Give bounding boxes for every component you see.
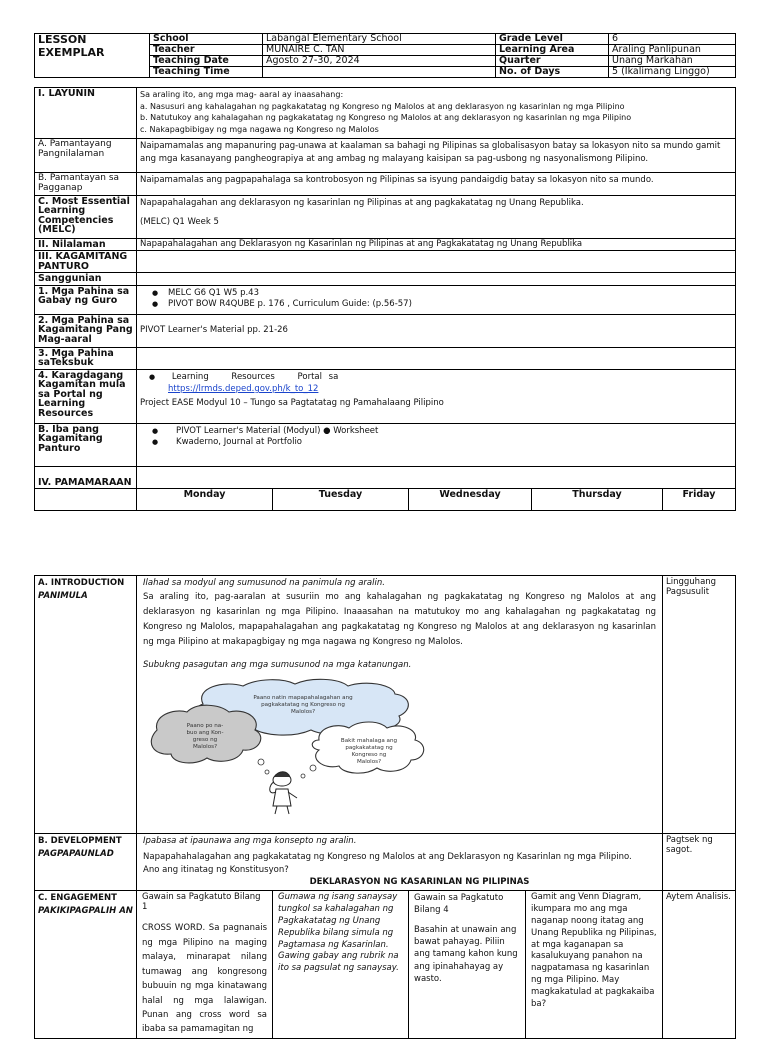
kagamitang-mag-aaral-text: PIVOT Learner's Material pp. 21-26 <box>137 314 736 347</box>
engagement-thursday: Gamit ang Venn Diagram, ikumpara mo ang mga naganap noong itatag ang Unang Republika ng Pilipinas, at mga kaganapan sa kasalukuyang panahon na nagpatamasa ng kasarinlan ng mga Pilipino. May magkakatulad at pagkakaiba ba? <box>526 891 663 1039</box>
day-header-wednesday: Wednesday <box>409 488 532 510</box>
sanggunian-empty <box>137 273 736 286</box>
bubble-top-line: Malolos? <box>290 709 316 715</box>
melc-label: C. Most Essential Learning Competencies (MELC) <box>35 195 137 238</box>
bubble-top-line: pagkakatatag ng Kongreso ng <box>261 702 345 708</box>
bubble-left-line: greso ng <box>192 737 218 743</box>
development-assessment: Pagtsek ng sagot. <box>663 834 736 891</box>
bubble-right-line: pagkakatatag ng <box>345 745 393 751</box>
bubble-left-line: Malolos? <box>192 744 218 750</box>
iba-pang-kagamitan-label: B. Iba pang Kagamitang Panturo <box>35 423 137 466</box>
nilalaman-label: II. Nilalaman <box>35 238 137 251</box>
bubble-left-line: Paano po na- <box>186 723 224 729</box>
no-of-days-value: 5 (Ikalimang Linggo) <box>609 67 736 78</box>
engagement-label: C. ENGAGEMENT PAKIKIPAGPALIH AN <box>35 891 137 1039</box>
learning-area-value: Araling Panlipunan <box>609 45 736 56</box>
portal-bullet: ● Learning Resources Portal sa <box>149 371 339 382</box>
development-content <box>137 834 663 891</box>
development-line: Napapahahalagahan ang pagkakatatag ng Kongreso ng Malolos at ang Deklarasyon ng Kasarinlan ng mga Pilipino. <box>143 851 632 862</box>
melc-text: Napapahalagahan ang deklarasyon ng kasarinlan ng Pilipinas at ang pagkakatatag ng Unang Republika. <box>140 197 584 208</box>
teksbuk-label: 3. Mga Pahina saTeksbuk <box>35 347 137 369</box>
bubble-right-line: Malolos? <box>356 759 382 765</box>
kagamitang-panturo-label: III. KAGAMITANG PANTURO <box>35 251 137 273</box>
quarter-value: Unang Markahan <box>609 56 736 67</box>
engagement-monday <box>137 891 273 1039</box>
layunin-item: b. Natutukoy ang kahalagahan ng pagkakatatag ng Kongreso ng Malolos at ang deklarasyon ng kasarinlan ng mga Pilipino <box>140 113 632 123</box>
layunin-intro: Sa araling ito, ang mga mag- aaral ay inaasahang: <box>140 90 344 99</box>
layunin-item: a. Nasusuri ang kahalagahan ng pagkakatatag ng Kongreso ng Malolos at ang deklarasyon ng kasarinlan ng mga Pilipino <box>140 101 625 111</box>
development-lead: Ipabasa at ipaunawa ang mga konsepto ng aralin. <box>143 836 357 846</box>
development-line: Ano ang itinatag ng Konstitusyon? <box>143 864 289 875</box>
portal-project: Project EASE Modyul 10 – Tungo sa Pagtatatag ng Pamahalaang Pilipino <box>140 398 444 409</box>
introduction-lead: Ilahad sa modyul ang sumusunod na panimula ng aralin. <box>143 578 385 588</box>
introduction-content <box>137 576 663 834</box>
bullet-icon: ● <box>149 372 156 381</box>
gabay-guro-label: 1. Mga Pahina sa Gabay ng Guro <box>35 285 137 314</box>
kagamitang-mag-aaral-label: 2. Mga Pahina sa Kagamitang Pang Mag-aaral <box>35 314 137 347</box>
school-label: School <box>150 34 263 45</box>
pamamaraan-empty <box>137 466 736 488</box>
gabay-guro-item: ● MELC G6 Q1 W5 p.43 <box>152 289 732 298</box>
wednesday-activity-title: Gawain sa Pagkatuto Bilang 4 <box>414 893 504 916</box>
quarter-label: Quarter <box>496 56 609 67</box>
gabay-guro-content <box>137 285 736 314</box>
introduction-label: A. INTRODUCTION PANIMULA <box>35 576 137 834</box>
thought-bubbles-illustration <box>143 678 473 818</box>
introduction-paragraph: Sa araling ito, pag-aaralan at susuriin mo ang kahalagahan ng pagkakatatag ng Kongreso ng Malolos at ang deklarasyon ng kasarinlan ng mga Pilipino. Inaaasahan na matutukoy mo ang kahalagahan ng pagkakatatag ng Kongreso ng Malolos, mapapahalagahan ang pagkakatatag ng Kongreso ng Malolos at ang deklarasyon ng kasarinlan ng mga Pilipino at makapagbigay ng mga nagawa ng Kongreso ng Malolos. <box>143 591 657 648</box>
development-heading: DEKLARASYON NG KASARINLAN NG PILIPINAS <box>309 877 530 888</box>
monday-activity-text: CROSS WORD. Sa pagnanais ng mga Pilipino na maging malaya, minarapat nilang tumawag ang kongresong bubuuin ng mga kinatawang halal ng mga lalawigan. Punan ang cross word sa ibaba sa pamamagitan ng <box>142 923 267 1035</box>
iba-pang-kagamitan-item: ● Kwaderno, Journal at Portfolio <box>152 438 732 447</box>
school-value: Labangal Elementary School <box>263 34 496 45</box>
introduction-assessment: Lingguhang Pagsusulit <box>663 576 736 834</box>
learning-area-label: Learning Area <box>496 45 609 56</box>
pamantayan-pagganap-label: B. Pamantayan sa Pagganap <box>35 173 137 196</box>
header-table <box>34 33 736 78</box>
bubble-right-line: Kongreso ng <box>351 752 387 758</box>
day-header-blank <box>35 488 137 510</box>
thinking-child-icon <box>270 772 297 814</box>
teaching-time-value <box>263 67 496 78</box>
teacher-value: MUNAIRE C. TAN <box>263 45 496 56</box>
day-header-thursday: Thursday <box>532 488 663 510</box>
introduction-prompt: Subukng pasagutan ang mga sumusunod na mga katanungan. <box>143 660 412 671</box>
engagement-assessment: Aytem Analisis. <box>663 891 736 1039</box>
layunin-item: c. Nakapagbibigay ng mga nagawa ng Kongreso ng Malolos <box>140 124 379 134</box>
day-header-tuesday: Tuesday <box>273 488 409 510</box>
portal-content <box>137 369 736 423</box>
teaching-date-value: Agosto 27-30, 2024 <box>263 56 496 67</box>
teksbuk-empty <box>137 347 736 369</box>
pamamaraan-label: IV. PAMAMARAAN <box>35 466 137 488</box>
development-label: B. DEVELOPMENT PAGPAPAUNLAD <box>35 834 137 891</box>
pamantayan-pagganap-text: Naipamamalas ang pagpapahalaga sa kontrobosyon ng Pilipinas sa isyung pandaigdig batay sa lokasyon nito sa mundo. <box>137 173 736 196</box>
grade-level-label: Grade Level <box>496 34 609 45</box>
portal-label: 4. Karagdagang Kagamitan mula sa Portal ng Learning Resources <box>35 369 137 423</box>
pamantayang-pangnilalaman-label: A. Pamantayang Pangnilalaman <box>35 139 137 173</box>
procedure-table <box>34 575 736 1039</box>
pamantayang-pangnilalaman-text: Naipamamalas ang mapanuring pag-unawa at kaalaman sa bahagi ng Pilipinas sa globalisasyon batay sa lokasyon nito sa mundo gamit ang mga kasanayang pangheograpiya at ang ambag ng malayang kaisipan sa pag-usbong ng nasyonalismong Pilipino. <box>137 139 736 173</box>
sanggunian-label: Sanggunian <box>35 273 137 286</box>
nilalaman-text: Napapahalagahan ang Deklarasyon ng Kasarinlan ng Pilipinas at ang Pagkakatatag ng Unang Republika <box>137 238 736 251</box>
bubble-right-line: Bakit mahalaga ang <box>340 738 398 744</box>
teacher-label: Teacher <box>150 45 263 56</box>
wednesday-activity-text: Basahin at unawain ang bawat pahayag. Piliin ang tamang kahon kung ang ipinahahayag ay wasto. <box>414 924 518 984</box>
layunin-label: I. LAYUNIN <box>35 88 137 139</box>
bubble-top-line: Paano natin mapapahalagahan ang <box>253 695 353 701</box>
day-header-monday: Monday <box>137 488 273 510</box>
kagamitang-panturo-empty <box>137 251 736 273</box>
layunin-content <box>137 88 736 139</box>
gabay-guro-item: ● PIVOT BOW R4QUBE p. 176 , Curriculum Guide: (p.56-57) <box>152 300 732 309</box>
engagement-wednesday <box>409 891 526 1039</box>
day-header-friday: Friday <box>663 488 736 510</box>
lrmds-portal-link[interactable]: https://lrmds.deped.gov.ph/k_to_12 <box>168 384 319 395</box>
monday-activity-title: Gawain sa Pagkatuto Bilang 1 <box>142 892 261 913</box>
iba-pang-kagamitan-content <box>137 423 736 466</box>
teaching-date-label: Teaching Date <box>150 56 263 67</box>
iba-pang-kagamitan-item: ● PIVOT Learner's Material (Modyul) ● Worksheet <box>152 427 732 436</box>
no-of-days-label: No. of Days <box>496 67 609 78</box>
lesson-exemplar-title: LESSON EXEMPLAR <box>35 34 150 78</box>
teaching-time-label: Teaching Time <box>150 67 263 78</box>
bubble-left-line: buo ang Kon- <box>186 730 224 736</box>
melc-content <box>137 195 736 238</box>
melc-code: (MELC) Q1 Week 5 <box>140 217 219 228</box>
lesson-plan-table <box>34 87 736 511</box>
engagement-tuesday: Gumawa ng isang sanaysay tungkol sa kahalagahan ng Pagkakatatag ng Unang Republika bilang simula ng Pagtamasa ng Kasarinlan. Gawing gabay ang rubrik na ito sa pagsulat ng sanaysay. <box>273 891 409 1039</box>
grade-level-value: 6 <box>609 34 736 45</box>
